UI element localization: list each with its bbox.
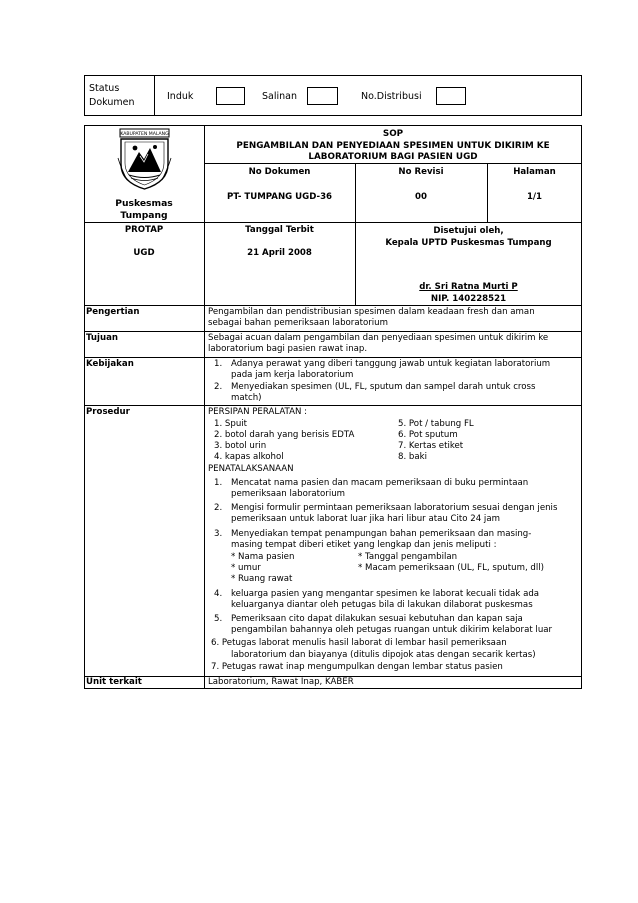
label-fields-left bbox=[231, 552, 294, 586]
step-5-line1: Pemeriksaan cito dapat dilakukan sesuai kebutuhan dan kapan saja bbox=[231, 614, 523, 624]
kabupaten-malang-emblem-icon bbox=[117, 128, 172, 190]
status-label-line2: Dokumen bbox=[89, 97, 135, 108]
equipment-item: 3. botol urin bbox=[214, 440, 267, 451]
approval-block bbox=[355, 225, 582, 249]
kebijakan-item-1-line2: pada jam kerja laboratorium bbox=[231, 370, 354, 381]
label-field: * Macam pemeriksaan (UL, FL, sputum, dll) bbox=[358, 563, 544, 574]
pengertian-line1: Pengambilan dan pendistribusian spesimen dalam keadaan fresh dan aman bbox=[208, 307, 535, 317]
halaman-value: 1/1 bbox=[526, 192, 543, 202]
kebijakan-item-1 bbox=[231, 359, 550, 381]
step-3-num: 3. bbox=[214, 529, 223, 539]
signer-nip: NIP. 140228521 bbox=[430, 293, 507, 304]
unit-terkait-label: Unit terkait bbox=[86, 677, 142, 687]
distribusi-label: No.Distribusi bbox=[361, 91, 422, 102]
approver-title: Kepala UPTD Puskesmas Tumpang bbox=[385, 238, 552, 248]
status-label bbox=[89, 82, 134, 110]
signer-name: dr. Sri Ratna Murti P bbox=[419, 282, 518, 292]
equipment-item: 2. botol darah yang berisis EDTA bbox=[214, 429, 355, 440]
pengertian-label: Pengertian bbox=[86, 307, 140, 317]
kebijakan-item-1-num: 1. bbox=[214, 359, 223, 369]
tujuan-line1: Sebagai acuan dalam pengambilan dan penyediaan spesimen untuk dikirim ke bbox=[208, 333, 549, 343]
equipment-item: 7. Kertas etiket bbox=[398, 440, 464, 451]
label-field: * Nama pasien bbox=[231, 552, 295, 562]
no-revisi-label: No Revisi bbox=[398, 167, 444, 177]
label-fields-right bbox=[358, 552, 544, 574]
tanggal-terbit-label: Tanggal Terbit bbox=[245, 225, 314, 235]
step-3-line2: masing tempat diberi etiket yang lengkap dan jenis meliputi : bbox=[231, 540, 497, 551]
penatalaksanaan-heading: PENATALAKSANAAN bbox=[208, 464, 294, 474]
signer-block bbox=[355, 282, 582, 305]
step-4 bbox=[231, 589, 539, 611]
tujuan-text bbox=[208, 333, 548, 355]
equipment-list-right bbox=[398, 419, 474, 464]
step-6-line2: laboratorium dan biayanya (ditulis dipojok atas dengan secarik kertas) bbox=[231, 649, 536, 660]
step-1 bbox=[231, 478, 528, 500]
status-label-line1: Status bbox=[89, 83, 120, 94]
persiapan-heading: PERSIPAN PERALATAN : bbox=[208, 407, 308, 417]
salinan-label: Salinan bbox=[262, 91, 297, 102]
tujuan-line2: laboratorium bagi pasien rawat inap. bbox=[208, 344, 368, 355]
ugd-label: UGD bbox=[133, 248, 155, 258]
distribusi-checkbox[interactable] bbox=[436, 87, 466, 105]
equipment-item: 6. Pot sputum bbox=[398, 429, 458, 440]
pengertian-line2: sebagai bahan pemeriksaan laboratorium bbox=[208, 318, 388, 329]
label-field: * Tanggal pengambilan bbox=[358, 552, 458, 562]
step-5-line2: pengambilan bahannya oleh petugas ruangan untuk dikirim kelaborat luar bbox=[231, 625, 553, 636]
equipment-item: 4. kapas alkohol bbox=[214, 452, 284, 463]
step-4-num: 4. bbox=[214, 589, 223, 599]
protap-label: PROTAP bbox=[124, 225, 164, 235]
svg-text:KABUPATEN MALANG: KABUPATEN MALANG bbox=[120, 132, 169, 138]
halaman-label: Halaman bbox=[513, 167, 556, 177]
step-2-line2: pemeriksaan untuk laborat luar jika hari libur atau Cito 24 jam bbox=[231, 514, 500, 525]
no-revisi-value: 00 bbox=[415, 192, 427, 202]
kebijakan-item-2 bbox=[231, 382, 535, 404]
puskesmas-logo bbox=[117, 128, 172, 190]
step-6-line1: 6. Petugas laborat menulis hasil laborat di lembar hasil pemeriksaan bbox=[211, 638, 507, 648]
prosedur-label: Prosedur bbox=[86, 407, 130, 417]
org-name-line1: Puskesmas bbox=[115, 198, 173, 209]
step-3-line1: Menyediakan tempat penampungan bahan pemeriksaan dan masing- bbox=[231, 529, 532, 539]
salinan-checkbox[interactable] bbox=[307, 87, 338, 105]
induk-label: Induk bbox=[167, 91, 194, 102]
step-4-line2: keluarganya diantar oleh petugas bila di lakukan dilaborat puskesmas bbox=[231, 600, 533, 611]
step-1-line1: Mencatat nama pasien dan macam pemeriksaan di buku permintaan bbox=[231, 478, 529, 488]
equipment-item: 5. Pot / tabung FL bbox=[398, 418, 474, 429]
step-1-num: 1. bbox=[214, 478, 223, 488]
step-4-line1: keluarga pasien yang mengantar spesimen ke laborat kecuali tidak ada bbox=[231, 589, 540, 599]
no-dokumen-value: PT- TUMPANG UGD-36 bbox=[226, 192, 333, 202]
sop-title-line1: PENGAMBILAN DAN PENYEDIAAN SPESIMEN UNTUK DIKIRIM KE bbox=[236, 140, 550, 151]
step-2-num: 2. bbox=[214, 503, 223, 513]
org-name-line2: Tumpang bbox=[120, 210, 168, 221]
kebijakan-item-1-line1: Adanya perawat yang diberi tanggung jawab untuk kegiatan laboratorium bbox=[231, 359, 551, 369]
equipment-list-left bbox=[214, 419, 354, 464]
sop-title bbox=[204, 129, 582, 164]
sop-title-line2: LABORATORIUM BAGI PASIEN UGD bbox=[308, 152, 478, 162]
kebijakan-item-2-line2: match) bbox=[231, 393, 262, 404]
equipment-item: 1. Spuit bbox=[214, 418, 248, 429]
org-name bbox=[84, 198, 204, 222]
tujuan-label: Tujuan bbox=[86, 333, 119, 343]
label-field: * Ruang rawat bbox=[231, 574, 293, 585]
kebijakan-item-2-num: 2. bbox=[214, 382, 223, 392]
kebijakan-label: Kebijakan bbox=[86, 359, 134, 369]
step-5 bbox=[231, 614, 552, 636]
equipment-item: 8. baki bbox=[398, 452, 428, 463]
sop-label: SOP bbox=[382, 129, 404, 139]
step-2 bbox=[231, 503, 557, 525]
tanggal-terbit-value: 21 April 2008 bbox=[247, 248, 312, 258]
no-dokumen-label: No Dokumen bbox=[248, 167, 311, 177]
induk-checkbox[interactable] bbox=[216, 87, 245, 105]
step-3 bbox=[231, 529, 531, 551]
kebijakan-item-2-line1: Menyediakan spesimen (UL, FL, sputum dan sampel darah untuk cross bbox=[231, 382, 536, 392]
label-field: * umur bbox=[231, 563, 261, 574]
pengertian-text bbox=[208, 307, 535, 329]
step-2-line1: Mengisi formulir permintaan pemeriksaan laboratorium sesuai dengan jenis bbox=[231, 503, 558, 513]
step-1-line2: pemeriksaan laboratorium bbox=[231, 489, 346, 500]
approved-by: Disetujui oleh, bbox=[433, 226, 504, 236]
step-7: 7. Petugas rawat inap mengumpulkan dengan lembar status pasien bbox=[211, 662, 503, 672]
step-5-num: 5. bbox=[214, 614, 223, 624]
unit-terkait-value: Laboratorium, Rawat Inap, KABER bbox=[208, 677, 354, 687]
